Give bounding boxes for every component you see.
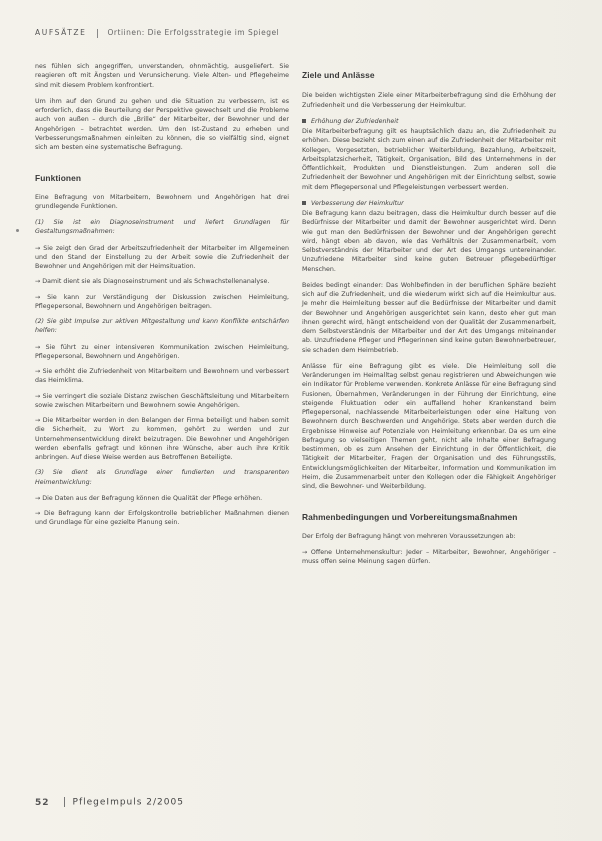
function-heading: (1) Sie ist ein Diagnoseinstrument und liefert Grundlagen für Gestaltungsmaßnahmen: xyxy=(35,219,289,236)
arrow-item: → Sie zeigt den Grad der Arbeitszufriedenheit der Mitarbeiter im Allgemeinen und den Stand der Einstellung zu der Arbeit sowie die Zufriedenheit der Bewohner und Angehörigen mit der Heimsituation. xyxy=(35,244,289,270)
section-heading-ziele: Ziele und Anlässe xyxy=(302,70,375,80)
paragraph: Die Befragung kann dazu beitragen, dass die Heimkultur durch besser auf die Bedürfnisse der Mitarbeiter und damit der Bewohner ausgerichtet wird. Denn wie gut man den Bedürfnissen der Bewohner und der Angehörigen gerecht wird, hängt eben ab davon, wie das Verhältnis der Zusammenarbeit, vom Selbstverständnis der Mitarbeiter und der Art des Umgangs untereinander. Unzufriedene Mitarbeiter sind keine guten Betreuer pflegebedürftiger Menschen. xyxy=(302,210,556,273)
paragraph: Beides bedingt einander: Das Wohlbefinden in der beruflichen Sphäre bezieht sich auf die Zufriedenheit, und die wiederum wirkt sich auf die Heimkultur aus. Je mehr die Heimleitung besser auf die Bedürfnisse der Mitarbeiter und damit der Bewohner und Angehörigen ausgerichtet sein kann, desto eher gut man ihnen gerecht wird, hängt entscheidend von der Qualität der Zusammenarbeit, dem Selbstverständnis der Mitarbeiter und der Art des Umgangs miteinander ab. Unzufriedene Pfleger und Pflegerinnen sind keine guten Bewohnerbetreuer, sie schaden dem Heimbetrieb. xyxy=(302,281,556,354)
article-running-title: Ortiinen: Die Erfolgsstrategie im Spiegel xyxy=(107,28,280,37)
function-heading: (3) Sie dient als Grundlage einer fundierten und transparenten Heimentwicklung: xyxy=(35,469,289,486)
section-heading-rahmen: Rahmenbedingungen und Vorbereitungsmaßnahmen xyxy=(302,512,518,523)
left-column xyxy=(35,62,289,534)
footer-divider xyxy=(64,797,65,807)
margin-marker xyxy=(16,229,19,232)
right-column xyxy=(302,71,556,572)
page-number: 52 xyxy=(35,797,50,808)
arrow-item: → Sie kann zur Verständigung der Diskussion zwischen Heimleitung, Pflegepersonal, Bewohnern und Angehörigen beitragen. xyxy=(35,293,289,310)
section-label: AUFSÄTZE xyxy=(35,28,87,37)
arrow-item: → Sie verringert die soziale Distanz zwischen Geschäftsleitung und Mitarbeitern sowie zwischen Mitarbeitern und Bewohnern sowie Angehörigen. xyxy=(35,392,289,409)
arrow-item: → Sie erhöht die Zufriedenheit von Mitarbeitern und Bewohnern und verbessert das Heimklima. xyxy=(35,368,289,385)
section-heading-funktionen: Funktionen xyxy=(35,173,82,184)
bullet-heading xyxy=(302,117,556,126)
paragraph: Um ihm auf den Grund zu gehen und die Situation zu verbessern, ist es erforderlich, dass die Beurteilung der Perspektive gewechselt und die Probleme auch von außen – durch die „Brille“ der Mitarbeiter, der Bewohner und der Angehörigen – betrachtet werden. Um den Ist-Zustand zu erheben und Verbesserungsmaßnahmen einleiten zu können, die so vielfältig sind, eignet sich am besten eine systematische Befragung. xyxy=(35,97,289,151)
paragraph: Der Erfolg der Befragung hängt von mehreren Voraussetzungen ab: xyxy=(302,532,516,540)
paragraph: Die Mitarbeiterbefragung gilt es hauptsächlich dazu an, die Zufriedenheit zu erhöhen. Diese bezieht sich zum einen auf die Zufriedenheit der Mitarbeiter mit Kollegen, Vorgesetzten, betrieblicher Weiterbildung, Bezahlung, Arbeitszeit, Arbeitsplatzsicherheit, Tätigkeit, Organisation, Bild des Unternehmens in der Öffentlichkeit, Produkten und Dienstleistungen. Zum anderen soll die Zufriedenheit der Bewohner und Angehörigen mit der Einrichtung selbst, sowie mit dem Pflegepersonal und Pflegeleistungen verbessert werden. xyxy=(302,128,556,191)
journal-name: PflegeImpuls 2/2005 xyxy=(72,797,184,808)
function-heading: (2) Sie gibt Impulse zur aktiven Mitgestaltung und kann Konflikte entschärfen helfen: xyxy=(35,318,289,335)
arrow-item: → Offene Unternehmenskultur: Jeder – Mitarbeiter, Bewohner, Angehöriger – muss offen seine Meinung sagen dürfen. xyxy=(302,548,556,565)
arrow-item: → Damit dient sie als Diagnoseinstrument und als Schwachstellenanalyse. xyxy=(35,278,270,286)
arrow-item: → Die Befragung kann der Erfolgskontrolle betrieblicher Maßnahmen dienen und Grundlage für eine gezielte Planung sein. xyxy=(35,510,289,527)
paragraph: Anlässe für eine Befragung gibt es viele. Die Heimleitung soll die Veränderungen im Heimalltag selbst genau registrieren und Abweichungen wie ein Indikator für Probleme verwenden. Konkrete Anlässe für eine Befragung sind Fusionen, Übernahmen, Veränderungen in der Führung der Einrichtung, eine steigende Fluktuation oder ein auffallend hoher Krankenstand beim Pflegepersonal, nachlassende Mitarbeiterleistungen oder eine Haltung von Bewohnern durch Beschwerden und Angehörige. Stets aber werden durch die Ergebnisse Hinweise auf Potenziale von Heimleitung erkennbar. Da es um eine Befragung so vielseitigen Themen geht, nicht alle Inhalte einer Befragung bestimmen, ob es zum Ansehen der Einrichtung in der Öffentlichkeit, die Tätigkeit der Mitarbeiter, Fragen der Organisation und des Führungsstils, Entwicklungsmöglichkeiten der Mitarbeiter, Information und Kommunikation im Heim, die Zusammenarbeit unter den Kollegen oder die Fähigkeit Angehöriger sind, die Bewohner- und Weiterbildung. xyxy=(302,362,556,490)
arrow-item: → Sie führt zu einer intensiveren Kommunikation zwischen Heimleitung, Pflegepersonal, Bewohnern und Angehörigen. xyxy=(35,343,289,360)
bullet-heading-text: Erhöhung der Zufriedenheit xyxy=(311,117,399,125)
bullet-heading xyxy=(302,199,556,208)
paragraph: Die beiden wichtigsten Ziele einer Mitarbeiterbefragung sind die Erhöhung der Zufriedenheit und die Verbesserung der Heimkultur. xyxy=(302,92,556,109)
bullet-heading-text: Verbesserung der Heimkultur xyxy=(311,199,404,207)
square-bullet-icon xyxy=(302,201,306,205)
paragraph: Eine Befragung von Mitarbeitern, Bewohnern und Angehörigen hat drei grundlegende Funktionen. xyxy=(35,193,289,210)
running-head xyxy=(35,28,279,38)
arrow-item: → Die Mitarbeiter werden in den Belangen der Firma beteiligt und haben somit die Sicherheit, zu Wort zu kommen, gehört zu werden und zur Unternehmensentwicklung direkt beizutragen. Die Bewohner und Angehörigen werden ebenfalls gefragt und können ihre Wünsche, aber auch ihre Kritik anbringen. Auf diese Weise werden aus Betroffenen Beteiligte. xyxy=(35,417,289,461)
page-footer xyxy=(35,797,184,808)
header-divider xyxy=(97,29,98,38)
paragraph: nes fühlen sich angegriffen, unverstanden, ohnmächtig, ausgeliefert. Sie reagieren oft mit Ängsten und Verunsicherung. Viele Alten- und Pflegeheime sind mit diesem Problem konfrontiert. xyxy=(35,63,289,89)
square-bullet-icon xyxy=(302,119,306,123)
arrow-item: → Die Daten aus der Befragung können die Qualität der Pflege erhöhen. xyxy=(35,494,263,502)
